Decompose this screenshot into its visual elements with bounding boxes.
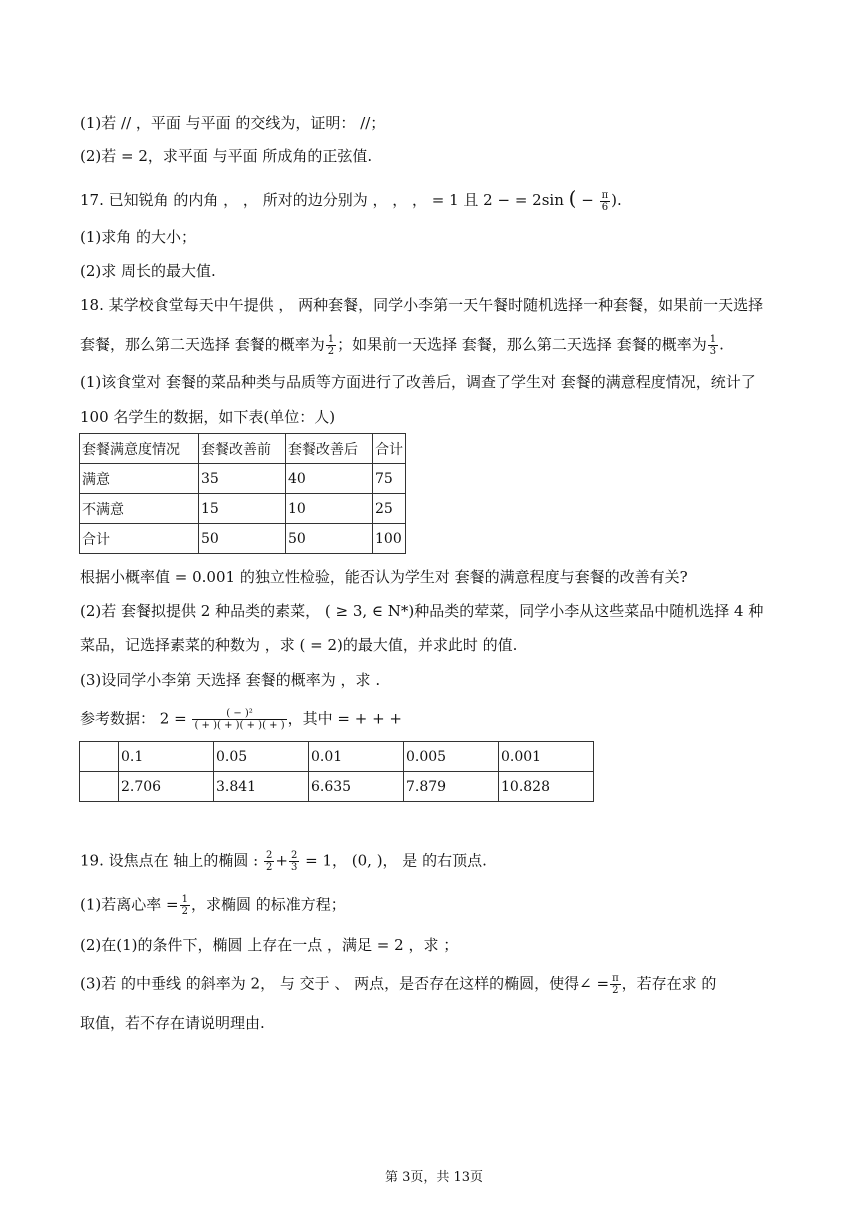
q19-part3-text-b: ，若存在求 的: [621, 974, 717, 993]
q19-fraction-1-den: 2: [266, 862, 273, 873]
q19-fraction-2: [289, 850, 299, 873]
table-cell: 10.828: [499, 772, 594, 802]
chi-square-fraction: [192, 708, 286, 731]
q18-part1-question: 根据小概率值 = 0.001 的独立性检验，能否认为学生对 套餐的满意程度与套餐的改善有关?: [80, 568, 688, 586]
table-header-cell: 套餐满意度情况: [80, 434, 199, 464]
table-cell: 50: [199, 524, 286, 554]
q19-part1-num: 1: [181, 894, 188, 905]
table-cell: 50: [286, 524, 373, 554]
q19-title: 19. 设焦点在 轴上的椭圆 : $\frac{2}{2}$ + $\frac{2}{3}$ = 1， (0, )， 是 的右顶点.: [80, 850, 487, 873]
q18-half-num: 1: [327, 334, 335, 345]
q19-part3-text-a: (3)若 的中垂线 的斜率为 2， 与 交于 、 两点，是否存在这样的椭圆，使得∠ =: [80, 974, 610, 993]
q16-part1: (1)若 // ，平面 与平面 的交线为，证明： //；: [80, 114, 386, 132]
table-cell: 35: [199, 464, 286, 494]
ref-chi: 2 =: [159, 709, 187, 728]
q19-part2: (2)在(1)的条件下，椭圆 上存在一点 ，满足 = 2 ，求 ；: [80, 936, 459, 954]
q16-part2: (2)若 = 2，求平面 与平面 所成角的正弦值.: [80, 147, 373, 165]
q19-part3-num: π: [612, 973, 619, 984]
table-header-cell: 套餐改善后: [286, 434, 373, 464]
q18-part1-line1: (1)该食堂对 套餐的菜品种类与品质等方面进行了改善后，调查了学生对 套餐的满意程度情况，统计了: [80, 373, 756, 391]
table-header-row: [80, 434, 406, 464]
q18-title-line2: [80, 334, 724, 357]
table-cell: 6.635: [309, 772, 404, 802]
ref-label: 参考数据：: [80, 709, 156, 728]
q19-part3-den: 2: [612, 985, 619, 996]
q18-part3: (3)设同学小李第 天选择 套餐的概率为 ，求 .: [80, 671, 381, 689]
q17-pi-fraction: [600, 190, 611, 213]
q18-half-den: 2: [327, 346, 335, 357]
q19-part3-line2: 取值，若不存在请说明理由.: [80, 1014, 265, 1032]
table-row: [80, 494, 406, 524]
table-row: [80, 772, 594, 802]
table-cell: 75: [373, 464, 406, 494]
q18-part1-line2: 100 名学生的数据，如下表(单位：人): [80, 408, 336, 426]
page-footer: 第 3页，共 13页: [384, 1170, 484, 1185]
satisfaction-table: [79, 433, 406, 554]
q18-third-num: 1: [709, 334, 717, 345]
q19-fraction-1: [264, 850, 274, 873]
table-cell: 0.01: [309, 742, 404, 772]
q17-title: [80, 188, 622, 213]
q19-part1: [80, 894, 346, 917]
table-cell: 25: [373, 494, 406, 524]
q18-title-text-b: ；如果前一天选择 套餐，那么第二天选择 套餐的概率为: [337, 335, 707, 354]
table-cell: [80, 772, 119, 802]
table-header-cell: 套餐改善前: [199, 434, 286, 464]
q17-title-text: 17. 已知锐角 的内角 ， ， 所对的边分别为 ， ， ， = 1 且 2 − = 2sin: [80, 191, 564, 209]
q17-part1: (1)求角 的大小；: [80, 228, 197, 246]
q17-pi-den: 6: [601, 201, 609, 213]
table-cell: 0.1: [119, 742, 214, 772]
table-cell: 0.005: [404, 742, 499, 772]
q19-part1-fraction: [180, 894, 190, 917]
table-cell: 15: [199, 494, 286, 524]
q17-pi-num: π: [601, 189, 609, 201]
chi-square-num: ( − )²: [192, 708, 286, 720]
table-cell: 不满意: [80, 494, 199, 524]
q19-title-text-a: 19. 设焦点在 轴上的椭圆 :: [80, 851, 259, 870]
table-row: [80, 742, 594, 772]
q17-part2: (2)求 周长的最大值.: [80, 262, 216, 280]
table-cell: 3.841: [214, 772, 309, 802]
chi-square-den: ( + )( + )( + )( + ): [194, 720, 285, 731]
q18-part2-line2: 菜品，记选择素菜的种数为 ，求 ( = 2)的最大值，并求此时 的值.: [80, 636, 518, 654]
table-cell: 10: [286, 494, 373, 524]
table-cell: 100: [373, 524, 406, 554]
q17-minus: −: [576, 191, 594, 209]
q19-part1-text-a: (1)若离心率 =: [80, 895, 179, 914]
q19-part3-line1: [80, 973, 716, 996]
table-cell: [80, 742, 119, 772]
q18-title-text-c: .: [719, 335, 724, 354]
q18-part2-line1: (2)若 套餐拟提供 2 种品类的素菜， ( ≥ 3, ∈ N*)种品类的荤菜，同学小李从这些菜品中随机选择 4 种: [80, 602, 764, 620]
table-header-cell: 合计: [373, 434, 406, 464]
q18-third-fraction: [708, 334, 718, 357]
q19-fraction-2-num: 2: [290, 850, 298, 861]
q19-part1-text-b: ，求椭圆 的标准方程；: [190, 895, 346, 914]
q18-title-line1: 18. 某学校食堂每天中午提供 ， 两种套餐，同学小李第一天午餐时随机选择一种套餐，如果前一天选择: [80, 296, 764, 314]
q17-paren-open: (: [568, 186, 577, 210]
table-row: [80, 524, 406, 554]
q19-part1-den: 2: [181, 906, 188, 917]
table-cell: 0.001: [499, 742, 594, 772]
table-cell: 满意: [80, 464, 199, 494]
table-cell: 40: [286, 464, 373, 494]
table-cell: 7.879: [404, 772, 499, 802]
table-row: [80, 464, 406, 494]
q18-half-fraction: [326, 334, 336, 357]
q19-fraction-2-den: 3: [290, 862, 298, 873]
q19-title-text-b: = 1， (0, )， 是 的右顶点.: [305, 851, 487, 870]
q18-title-text-a: 套餐，那么第二天选择 套餐的概率为: [80, 335, 325, 354]
q19-part3-fraction: [610, 973, 621, 996]
ref-tail: ，其中 = + + +: [287, 709, 402, 728]
q19-fraction-1-num: 2: [266, 850, 273, 861]
reference-data-formula: [80, 708, 402, 731]
table-cell: 0.05: [214, 742, 309, 772]
table-cell: 合计: [80, 524, 199, 554]
critical-value-table: [79, 741, 594, 802]
table-cell: 2.706: [119, 772, 214, 802]
q18-third-den: 3: [709, 346, 717, 357]
q17-paren-close: ).: [611, 191, 622, 209]
